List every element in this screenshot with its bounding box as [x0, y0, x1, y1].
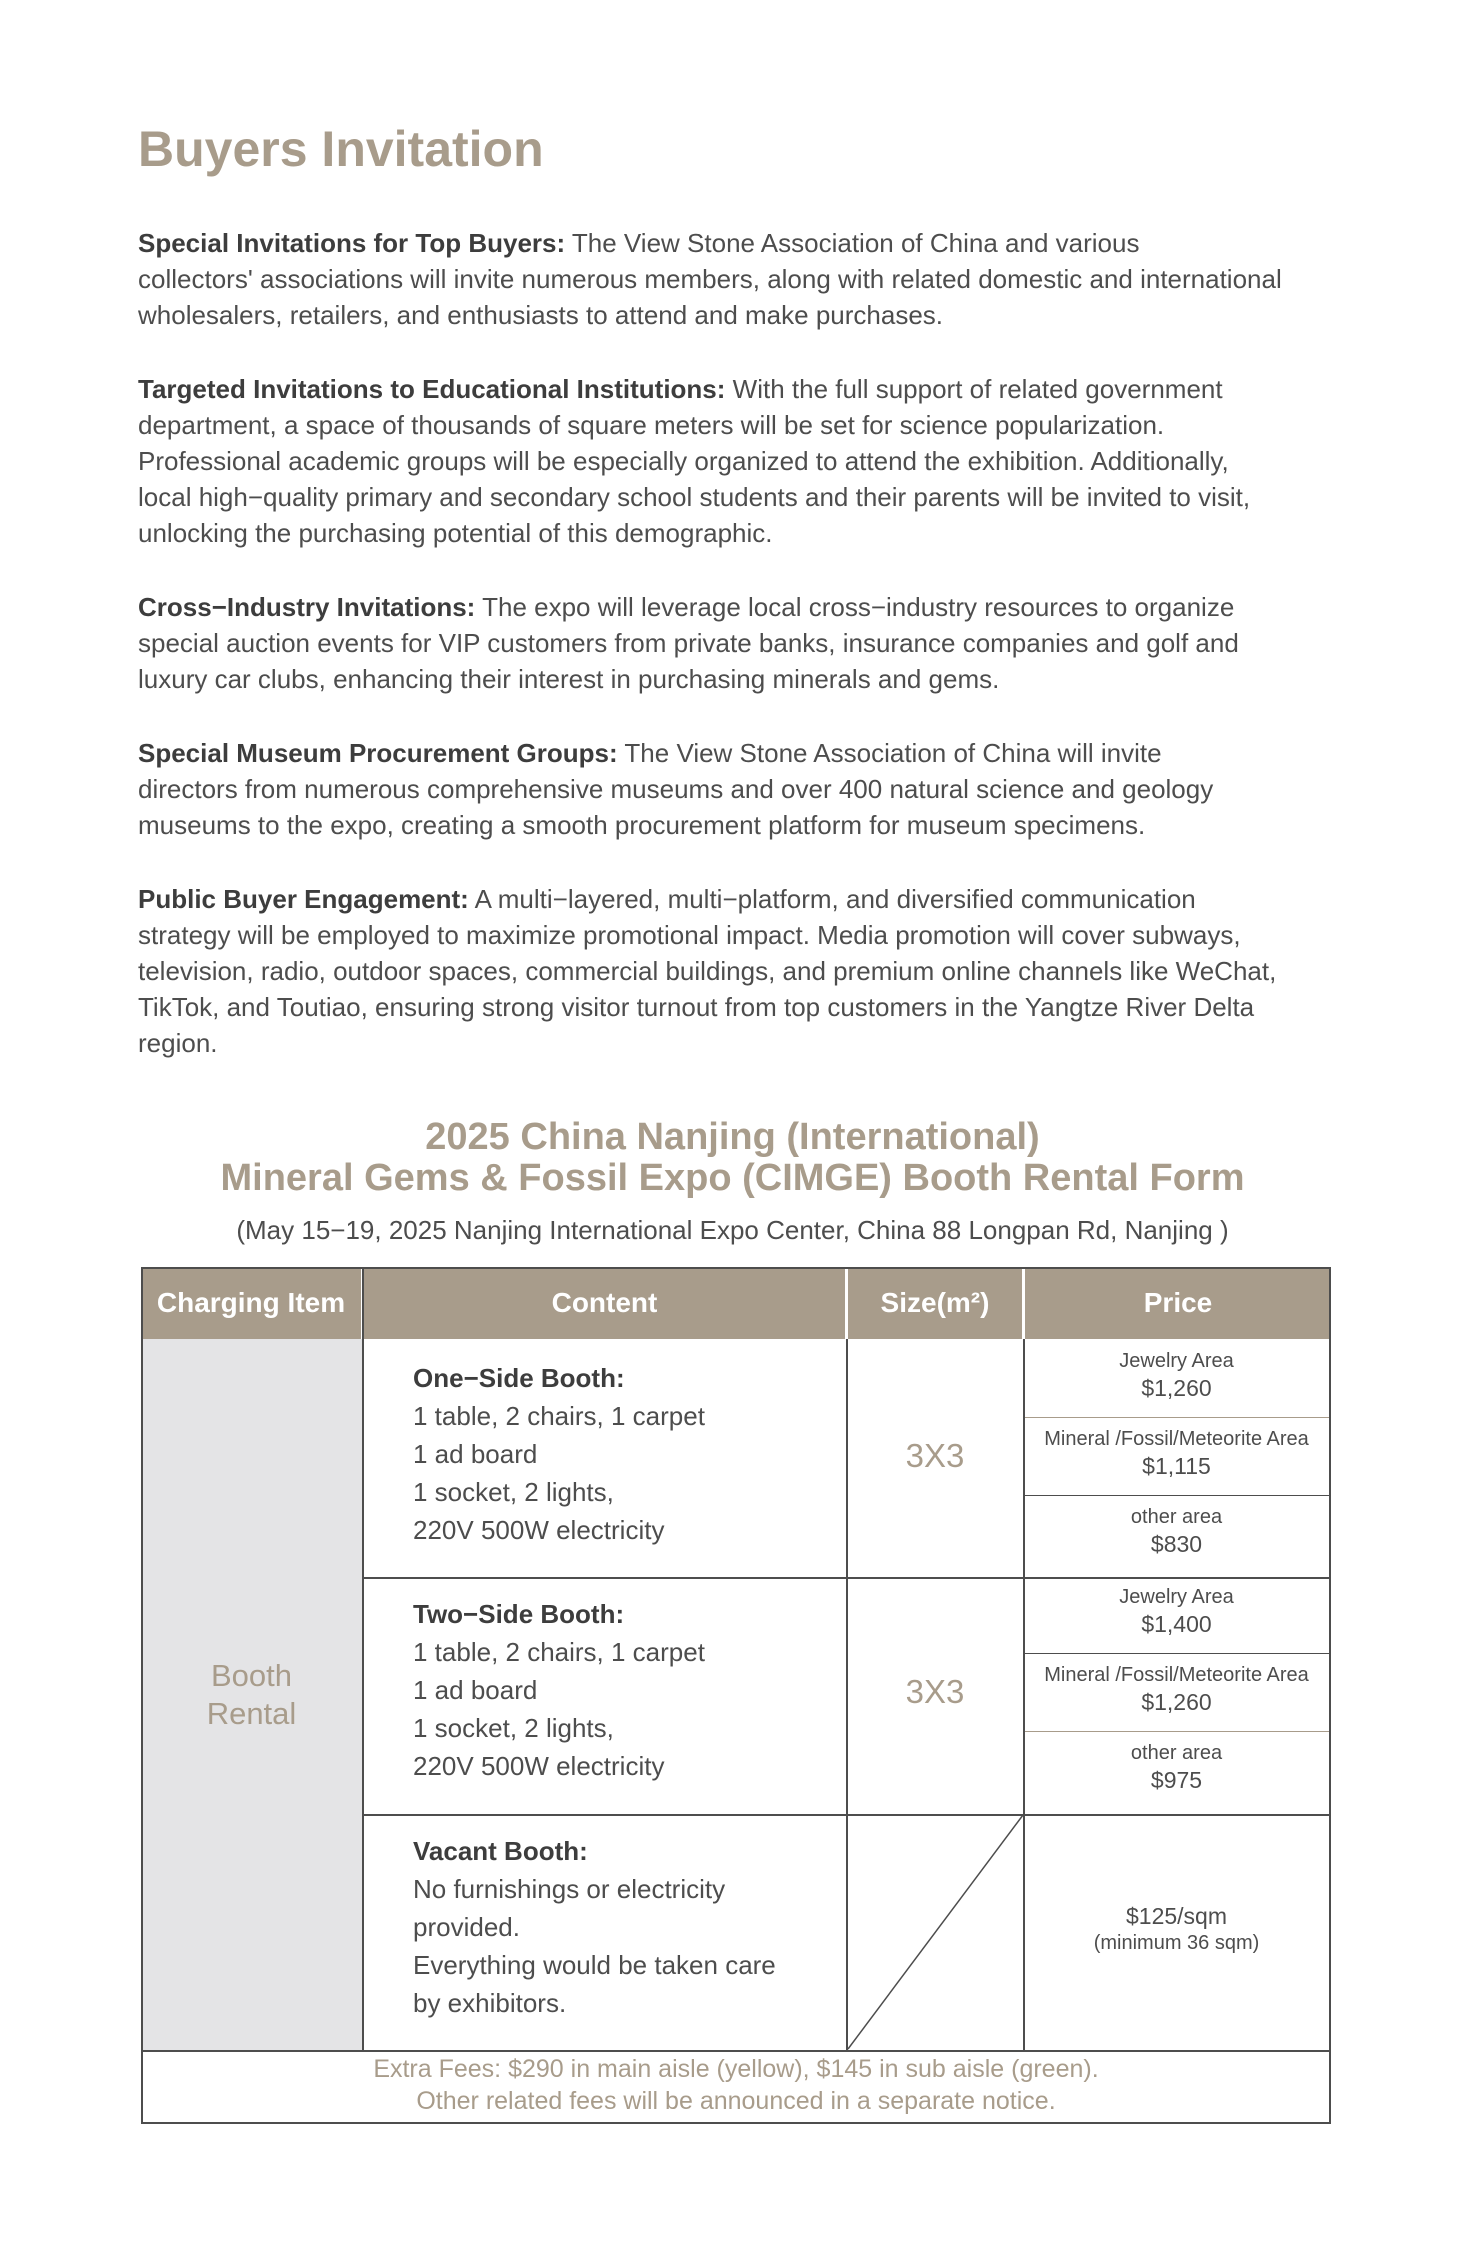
- booth-item: 1 ad board: [413, 1675, 538, 1705]
- booth-item: 1 table, 2 chairs, 1 carpet: [413, 1401, 705, 1431]
- booth-item: Everything would be taken care: [413, 1950, 776, 1980]
- row-divider: [141, 2050, 1331, 2052]
- section-museum: [138, 735, 1338, 843]
- two-side-size: 3X3: [905, 1673, 965, 1710]
- section-text: luxury car clubs, enhancing their interest in purchasing minerals and gems.: [138, 664, 1000, 694]
- one-side-booth-content: [413, 1359, 705, 1549]
- invitation-sections: [138, 225, 1338, 1099]
- price-mineral: [1024, 1427, 1329, 1481]
- section-text: television, radio, outdoor spaces, commercial buildings, and premium online channels like WeChat,: [138, 956, 1277, 986]
- price-other: [1024, 1741, 1329, 1795]
- price-area-label: other area: [1130, 1506, 1223, 1528]
- one-side-size: 3X3: [905, 1437, 965, 1474]
- section-lead: Special Invitations for Top Buyers:: [138, 228, 566, 258]
- booth-item: 220V 500W electricity: [413, 1515, 665, 1545]
- booth-item: 1 socket, 2 lights,: [413, 1713, 614, 1743]
- two-side-booth-content: [413, 1595, 705, 1785]
- price-area-label: Mineral /Fossil/Meteorite Area: [1044, 1664, 1309, 1686]
- price-amount: $125/sqm: [1125, 1903, 1227, 1929]
- price-area-label: Jewelry Area: [1119, 1586, 1234, 1608]
- price-amount: $1,260: [1141, 1689, 1212, 1715]
- section-cross-industry: [138, 589, 1338, 697]
- section-text: museums to the expo, creating a smooth procurement platform for museum specimens.: [138, 810, 1146, 840]
- price-amount: $975: [1150, 1767, 1203, 1793]
- price-divider: [1025, 1731, 1329, 1732]
- form-subtitle: (May 15−19, 2025 Nanjing International Expo Center, China 88 Longpan Rd, Nanjing ): [236, 1215, 1229, 1245]
- charging-item-cell: [141, 1339, 362, 2050]
- section-text: The View Stone Association of China will invite: [617, 738, 1162, 768]
- section-lead: Public Buyer Engagement:: [138, 884, 469, 914]
- section-text: TikTok, and Toutiao, ensuring strong visitor turnout from top customers in the Yangtze River Delta: [138, 992, 1255, 1022]
- price-divider: [1025, 1417, 1329, 1418]
- booth-item: 1 table, 2 chairs, 1 carpet: [413, 1637, 705, 1667]
- row-divider: [364, 1577, 1329, 1579]
- form-title-line2: Mineral Gems & Fossil Expo (CIMGE) Booth Rental Form: [220, 1157, 1245, 1199]
- price-vacant: [1024, 1901, 1329, 1955]
- section-text: region.: [138, 1028, 218, 1058]
- booth-item: 1 socket, 2 lights,: [413, 1477, 614, 1507]
- section-text: collectors' associations will invite numerous members, along with related domestic and international: [138, 264, 1282, 294]
- table-border-left: [141, 1267, 143, 2124]
- booth-item: provided.: [413, 1912, 520, 1942]
- booth-rental-table: [141, 1267, 1331, 2124]
- extra-fees-note: [141, 2053, 1331, 2117]
- charging-item-label: Booth Rental: [206, 1657, 297, 1731]
- price-amount: $1,115: [1142, 1453, 1211, 1479]
- section-public-buyer: [138, 881, 1338, 1061]
- section-text: The View Stone Association of China and various: [565, 228, 1140, 258]
- booth-item: by exhibitors.: [413, 1988, 567, 2018]
- table-border-right: [1329, 1267, 1331, 2124]
- section-text: unlocking the purchasing potential of this demographic.: [138, 518, 773, 548]
- booth-title: Vacant Booth:: [413, 1836, 588, 1866]
- price-jewelry: [1024, 1349, 1329, 1403]
- price-divider: [1025, 1653, 1329, 1654]
- section-top-buyers: [138, 225, 1338, 333]
- price-jewelry: [1024, 1585, 1329, 1639]
- price-amount: $1,400: [1141, 1611, 1212, 1637]
- booth-item: 1 ad board: [413, 1439, 538, 1469]
- header-charging-item: Charging Item: [141, 1267, 361, 1339]
- section-text: With the full support of related government: [725, 374, 1223, 404]
- price-amount: $830: [1150, 1531, 1203, 1557]
- table-border-top: [141, 1267, 1331, 1269]
- vacant-booth-content: [413, 1832, 776, 2022]
- section-text: directors from numerous comprehensive museums and over 400 natural science and geology: [138, 774, 1214, 804]
- section-educational: [138, 371, 1338, 551]
- section-lead: Targeted Invitations to Educational Institutions:: [138, 374, 726, 404]
- price-amount: $1,260: [1141, 1375, 1212, 1401]
- section-text: The expo will leverage local cross−industry resources to organize: [475, 592, 1235, 622]
- price-area-label: other area: [1130, 1742, 1223, 1764]
- header-price: Price: [1025, 1267, 1331, 1339]
- form-title-line1: 2025 China Nanjing (International): [425, 1116, 1040, 1158]
- price-area-label: Mineral /Fossil/Meteorite Area: [1044, 1428, 1309, 1450]
- price-divider: [1025, 1495, 1329, 1496]
- column-divider: [362, 1267, 364, 2050]
- extra-fees-line: Other related fees will be announced in a separate notice.: [416, 2087, 1056, 2115]
- price-other: [1024, 1505, 1329, 1559]
- booth-item: 220V 500W electricity: [413, 1751, 665, 1781]
- booth-title: One−Side Booth:: [413, 1363, 625, 1393]
- form-title: [0, 1117, 1465, 1199]
- booth-item: No furnishings or electricity: [413, 1874, 726, 1904]
- size-na-diagonal: [847, 1814, 1024, 2050]
- price-note: (minimum 36 sqm): [1093, 1932, 1260, 1954]
- section-text: A multi−layered, multi−platform, and diversified communication: [468, 884, 1196, 914]
- section-lead: Special Museum Procurement Groups:: [138, 738, 618, 768]
- section-text: local high−quality primary and secondary school students and their parents will be invited to visit,: [138, 482, 1251, 512]
- header-content: Content: [364, 1267, 845, 1339]
- table-border-bottom: [141, 2122, 1331, 2124]
- section-text: department, a space of thousands of square meters will be set for science popularization.: [138, 410, 1165, 440]
- section-text: wholesalers, retailers, and enthusiasts to attend and make purchases.: [138, 300, 944, 330]
- section-text: strategy will be employed to maximize promotional impact. Media promotion will cover subways,: [138, 920, 1241, 950]
- booth-title: Two−Side Booth:: [413, 1599, 625, 1629]
- price-mineral: [1024, 1663, 1329, 1717]
- section-text: Professional academic groups will be especially organized to attend the exhibition. Additionally,: [138, 446, 1229, 476]
- section-lead: Cross−Industry Invitations:: [138, 592, 476, 622]
- extra-fees-line: Extra Fees: $290 in main aisle (yellow), $145 in sub aisle (green).: [373, 2055, 1099, 2083]
- section-text: special auction events for VIP customers from private banks, insurance companies and golf and: [138, 628, 1239, 658]
- header-size: Size(m²): [848, 1267, 1022, 1339]
- page-title: Buyers Invitation: [138, 121, 544, 177]
- price-area-label: Jewelry Area: [1119, 1350, 1234, 1372]
